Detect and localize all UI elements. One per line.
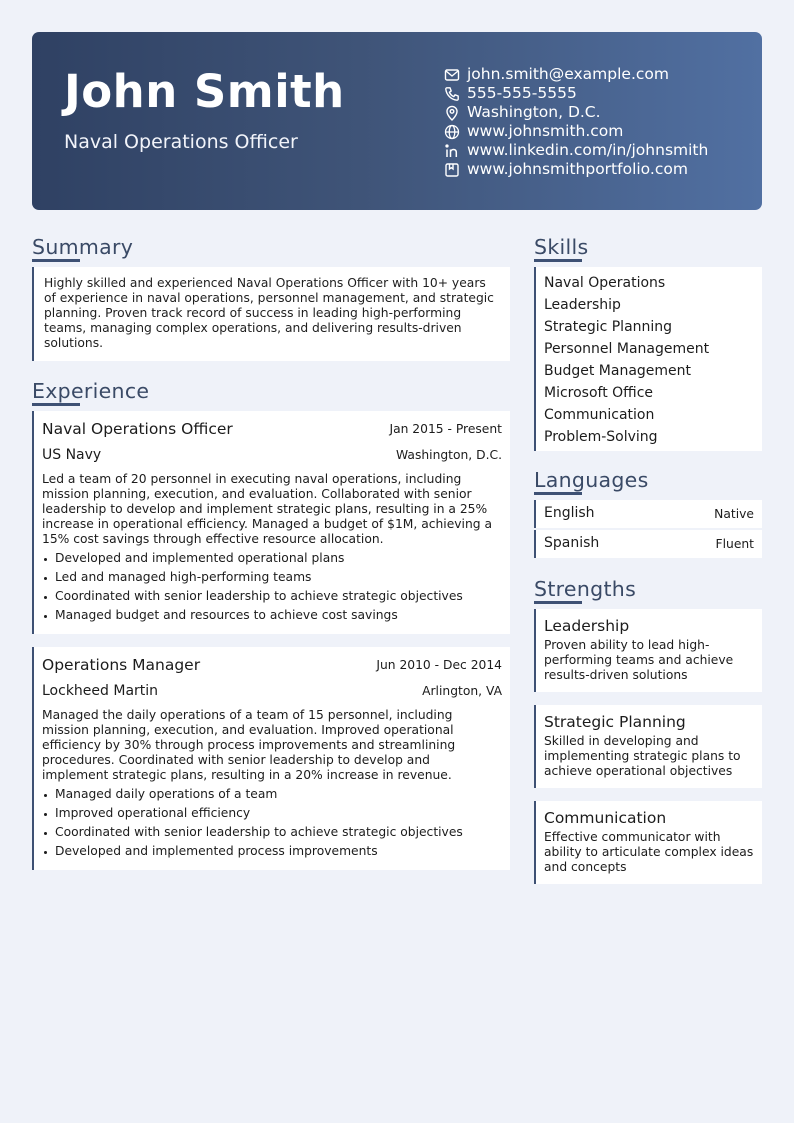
contact-location-text: Washington, D.C.	[467, 103, 601, 121]
strength-description: Proven ability to lead high-performing teams and achieve results-driven solutions	[544, 638, 734, 682]
experience-heading: Experience	[32, 379, 150, 403]
job-bullets	[42, 785, 463, 861]
summary-card	[32, 267, 510, 361]
skills-card	[534, 267, 762, 451]
skill-item: Leadership	[544, 297, 621, 313]
job-description: Managed the daily operations of a team of 15 personnel, including mission planning, execution, and evaluation. Improved operational efficiency by 30% through process improvements and streamlining procedures. Coordinated with senior leadership to develop and implement strategic plans, resulting in a 20% increase in revenue.	[42, 708, 456, 782]
job-role: Naval Operations Officer	[42, 420, 233, 438]
strength-description: Effective communicator with ability to articulate complex ideas and concepts	[544, 830, 754, 874]
phone-icon	[444, 86, 460, 102]
language-name: Spanish	[544, 535, 600, 551]
job-bullet: Managed daily operations of a team	[42, 785, 463, 804]
language-name: English	[544, 505, 595, 521]
contact-portfolio-text: www.johnsmithportfolio.com	[467, 160, 688, 178]
job-bullets	[42, 549, 463, 625]
experience-job-card	[32, 647, 510, 870]
strengths-heading: Strengths	[534, 577, 637, 601]
strength-title: Strategic Planning	[544, 713, 686, 731]
job-bullet: Managed budget and resources to achieve cost savings	[42, 606, 463, 625]
linkedin-icon	[444, 143, 460, 159]
skills-heading-underline	[534, 259, 582, 262]
contact-linkedin[interactable]	[444, 141, 708, 160]
skill-item: Communication	[544, 407, 655, 423]
contact-phone-text: 555-555-5555	[467, 84, 577, 102]
contact-email[interactable]	[444, 65, 708, 84]
strength-title: Communication	[544, 809, 667, 827]
summary-heading-underline	[32, 259, 80, 262]
summary-text: Highly skilled and experienced Naval Operations Officer with 10+ years of experience in naval operations, personnel management, and strategic planning. Proven track record of success in leading high-performing teams, managing complex operations, and delivering results-driven solutions.	[44, 276, 494, 350]
experience-heading-underline	[32, 403, 80, 406]
language-level: Native	[714, 507, 754, 521]
envelope-icon	[444, 67, 460, 83]
globe-icon	[444, 124, 460, 140]
skill-item: Microsoft Office	[544, 385, 654, 401]
job-role: Operations Manager	[42, 656, 201, 674]
job-location: Arlington, VA	[422, 684, 502, 698]
candidate-name: John Smith	[64, 65, 345, 118]
job-dates: Jun 2010 - Dec 2014	[376, 658, 502, 672]
strength-description: Skilled in developing and implementing strategic plans to achieve operational objectives	[544, 734, 741, 778]
language-level: Fluent	[715, 537, 754, 551]
job-bullet: Improved operational efficiency	[42, 804, 463, 823]
contact-portfolio[interactable]	[444, 160, 708, 179]
skills-list	[536, 267, 762, 448]
language-row	[534, 500, 762, 528]
summary-heading: Summary	[32, 235, 134, 259]
job-bullet: Led and managed high-performing teams	[42, 568, 463, 587]
languages-heading: Languages	[534, 468, 649, 492]
languages-heading-underline	[534, 492, 582, 495]
experience-job-card	[32, 411, 510, 634]
skill-item: Problem-Solving	[544, 429, 658, 445]
location-pin-icon	[444, 105, 460, 121]
skill-item: Strategic Planning	[544, 319, 673, 335]
contact-linkedin-text: www.linkedin.com/in/johnsmith	[467, 141, 709, 159]
job-bullet: Developed and implemented process improvements	[42, 842, 463, 861]
job-company: Lockheed Martin	[42, 683, 159, 699]
contact-list	[444, 65, 708, 179]
job-bullet: Developed and implemented operational plans	[42, 549, 463, 568]
contact-phone[interactable]	[444, 84, 708, 103]
strength-card	[534, 801, 762, 884]
job-dates: Jan 2015 - Present	[389, 422, 502, 436]
skill-item: Naval Operations	[544, 275, 666, 291]
contact-website[interactable]	[444, 122, 708, 141]
strength-title: Leadership	[544, 617, 630, 635]
candidate-title: Naval Operations Officer	[64, 131, 298, 153]
strength-card	[534, 609, 762, 692]
contact-website-text: www.johnsmith.com	[467, 122, 624, 140]
job-description: Led a team of 20 personnel in executing naval operations, including mission planning, execution, and evaluation. Collaborated with senior leadership to develop and implement strategic plans, resulting in a 25% increase in operational efficiency. Managed a budget of $1M, achieving a 15% cost savings through effective resource allocation.	[42, 472, 493, 546]
skills-heading: Skills	[534, 235, 589, 259]
job-company: US Navy	[42, 447, 102, 463]
contact-email-text: john.smith@example.com	[467, 65, 669, 83]
strength-card	[534, 705, 762, 788]
job-bullet: Coordinated with senior leadership to achieve strategic objectives	[42, 587, 463, 606]
contact-location	[444, 103, 708, 122]
job-location: Washington, D.C.	[396, 448, 502, 462]
job-bullet: Coordinated with senior leadership to achieve strategic objectives	[42, 823, 463, 842]
portfolio-icon	[444, 162, 460, 178]
strengths-heading-underline	[534, 601, 582, 604]
skill-item: Budget Management	[544, 363, 692, 379]
language-row	[534, 530, 762, 558]
skill-item: Personnel Management	[544, 341, 710, 357]
resume-header	[32, 32, 762, 210]
